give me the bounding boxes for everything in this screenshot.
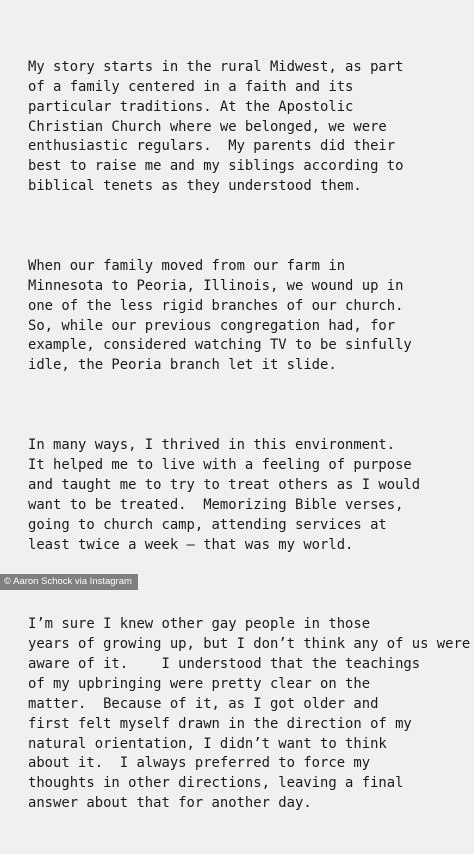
- story-text: [28, 18, 471, 854]
- paragraph-2: When our family moved from our farm in Minnesota to Peoria, Illinois, we wound up in one of the less rigid branches of our church. So, while our previous congregation had, for example, considered watching TV to be sinfully idle, the Peoria branch let it slide.: [28, 257, 412, 374]
- paragraph-1: My story starts in the rural Midwest, as part of a family centered in a faith and its particular traditions. At the Apostolic Christian Church where we belonged, we were enthusiastic regulars. My parents did their best to raise me and my siblings according to biblical tenets as they understood them.: [28, 58, 404, 195]
- paragraph-3: In many ways, I thrived in this environment. It helped me to live with a feeling of purpose and taught me to try to treat others as I would want to be treated. Memorizing Bible verses, going to church camp, attending services at least twice a week – that was my world.: [28, 437, 421, 553]
- paragraph-4: I’m sure I knew other gay people in those years of growing up, but I don’t think any of us were aware of it. I understood that the teachings of my upbringing were pretty clear on the matter. Because of it, as I got older and first felt myself drawn in the direction of my natural orientation, I didn’t want to think about it. I always preferred to force my thoughts in other directions, leaving a final answer about that for another day.: [28, 616, 471, 812]
- photo-credit: © Aaron Schock via Instagram: [0, 574, 138, 590]
